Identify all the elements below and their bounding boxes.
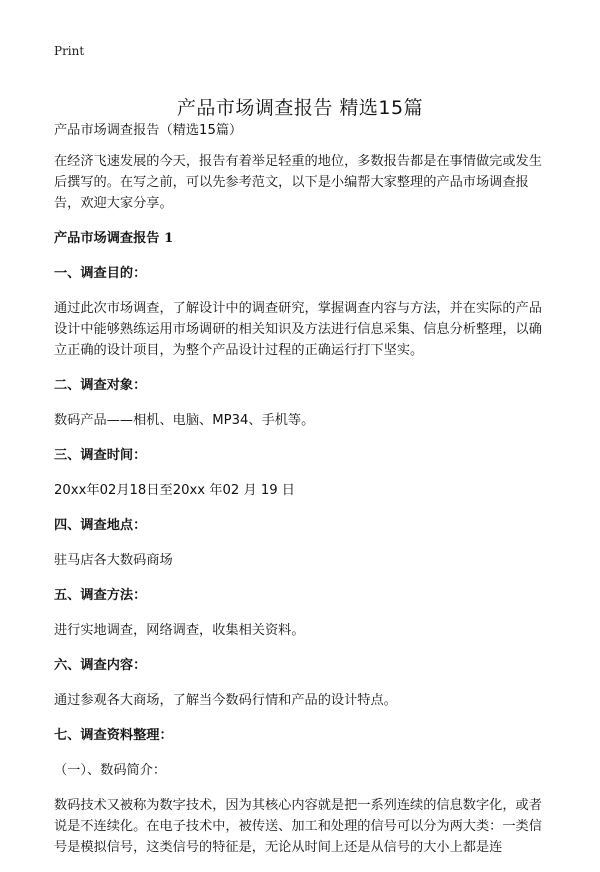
print-link[interactable]: Print	[54, 44, 85, 58]
document-body	[54, 120, 550, 872]
section-text-content: 通过参观各大商场，了解当今数码行情和产品的设计特点。	[54, 693, 397, 708]
page-title: 产品市场调查报告 精选15篇	[176, 96, 424, 119]
section-text-purpose: 通过此次市场调查，了解设计中的调查研究，掌握调查内容与方法，并在实际的产品设计中能够熟练运用市场调研的相关知识及方法进行信息采集、信息分析整理，以确立正确的设计项目，为整个产品设计过程的正确运行打下坚实。	[54, 301, 542, 358]
section-heading-target: 二、调查对象：	[54, 378, 147, 393]
section-text-data: （一）、数码简介：	[54, 763, 167, 778]
report-heading: 产品市场调查报告 1	[54, 231, 174, 246]
section-heading-location: 四、调查地点：	[54, 518, 147, 533]
section-text-target: 数码产品——相机、电脑、MP34、手机等。	[54, 413, 315, 428]
section-heading-time: 三、调查时间：	[54, 448, 147, 463]
section-text-method: 进行实地调查，网络调查，收集相关资料。	[54, 623, 305, 638]
section-heading-purpose: 一、调查目的：	[54, 266, 147, 281]
section-heading-method: 五、调查方法：	[54, 588, 147, 603]
section-text-location: 驻马店各大数码商场	[54, 553, 173, 568]
doc-subtitle: 产品市场调查报告（精选15篇）	[54, 123, 243, 138]
intro-paragraph: 在经济飞速发展的今天，报告有着举足轻重的地位，多数报告都是在事情做完或发生后撰写的。在写之前，可以先参考范文，以下是小编帮大家整理的产品市场调查报告，欢迎大家分享。	[54, 154, 542, 211]
section-heading-content: 六、调查内容：	[54, 658, 147, 673]
section-text-time: 20xx年02月18日至20xx 年02 月 19 日	[54, 483, 295, 498]
closing-paragraph: 数码技术又被称为数字技术，因为其核心内容就是把一系列连续的信息数字化，或者说是不连续化。在电子技术中，被传送、加工和处理的信号可以分为两大类：一类信号是模拟信号，这类信号的特征是，无论从时间上还是从信号的大小上都是连	[54, 798, 542, 855]
section-heading-data: 七、调查资料整理：	[54, 728, 173, 743]
